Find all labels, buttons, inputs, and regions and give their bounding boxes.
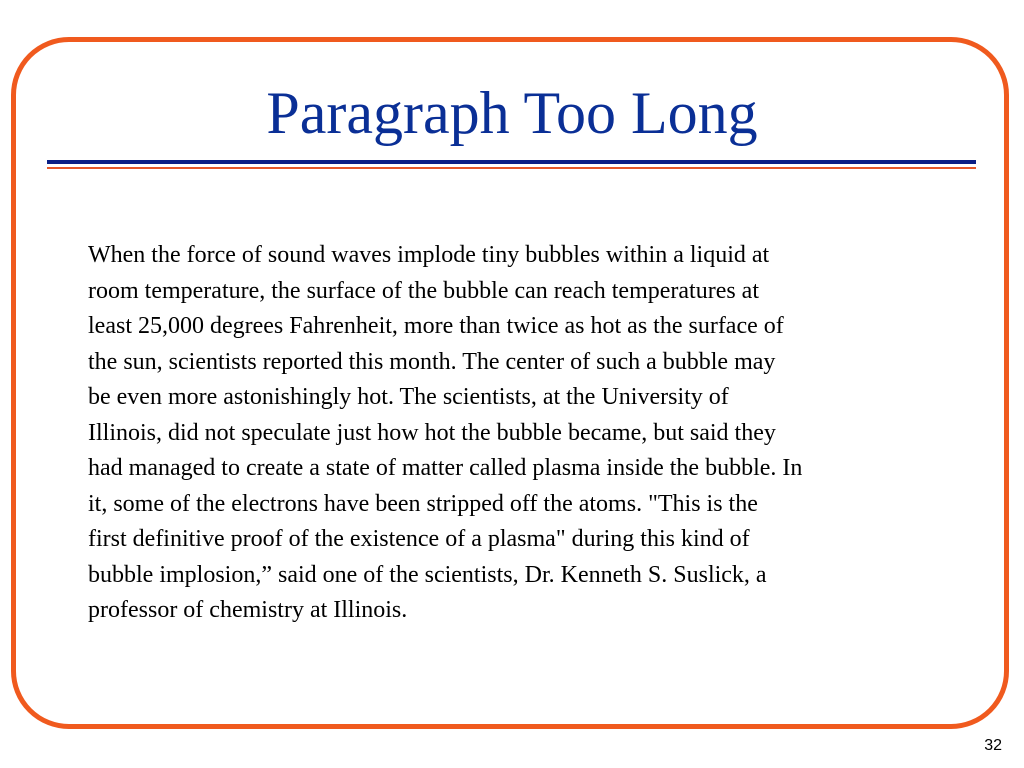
- title-underline-orange: [47, 167, 976, 169]
- body-paragraph: When the force of sound waves implode tiny bubbles within a liquid at room temperature, the surface of the bubble can reach temperatures at least 25,000 degrees Fahrenheit, more than twice as hot as the surface of the sun, scientists reported this month. The center of such a bubble may be even more astonishingly hot. The scientists, at the University of Illinois, did not speculate just how hot the bubble became, but said they had managed to create a state of matter called plasma inside the bubble. In it, some of the electrons have been stripped off the atoms. "This is the first definitive proof of the existence of a plasma" during this kind of bubble implosion,” said one of the scientists, Dr. Kenneth S. Suslick, a professor of chemistry at Illinois.: [88, 242, 803, 623]
- title-underline-blue: [47, 160, 976, 164]
- slide-title: Paragraph Too Long: [266, 80, 758, 146]
- page-number: 32: [984, 737, 1002, 754]
